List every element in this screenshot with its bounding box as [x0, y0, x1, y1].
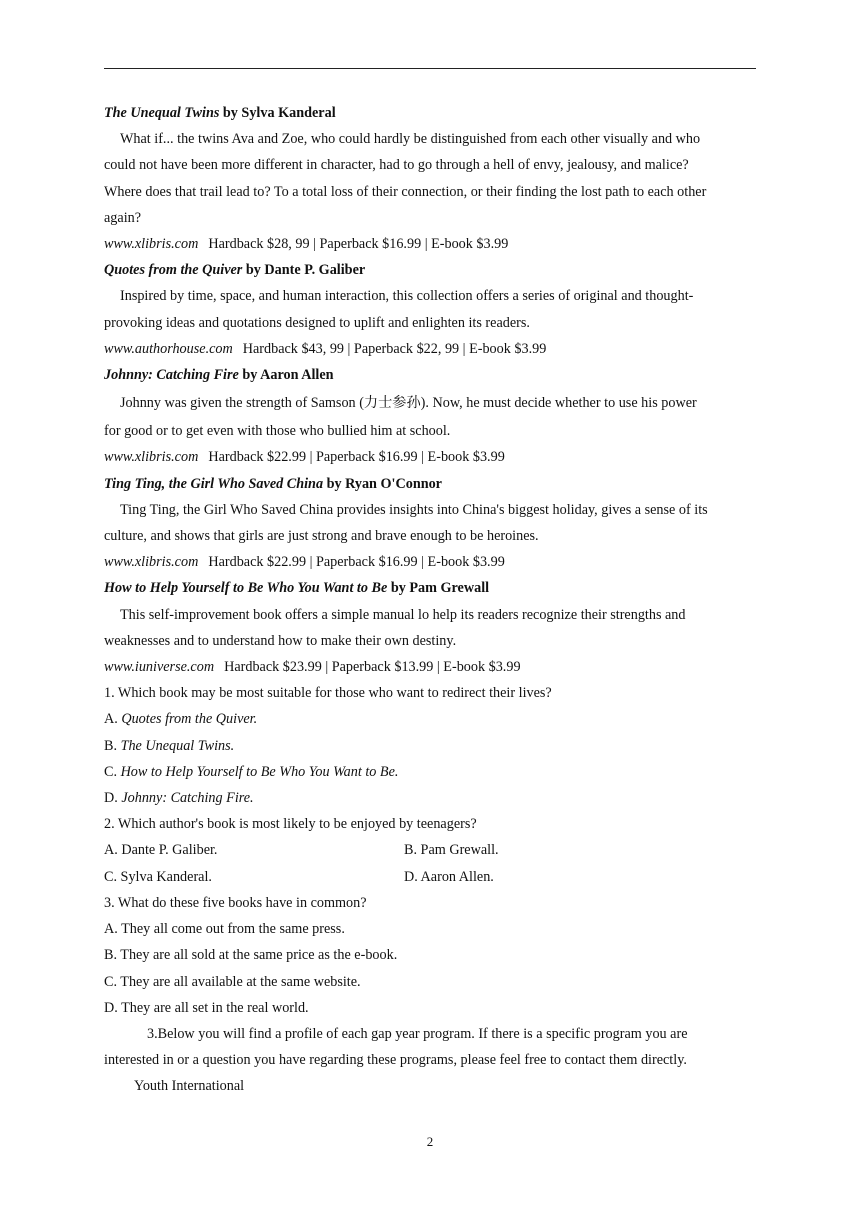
answer-option: D. They are all set in the real world. [104, 999, 309, 1016]
answer-option [104, 785, 756, 811]
book-description-line: Johnny was given the strength of Samson (力士参孙). Now, he must decide whether to use his power [120, 395, 697, 412]
book-prices: Hardback $22.99 | Paperback $16.99 | E-book $3.99 [208, 554, 505, 571]
answer-option: D. Aaron Allen. [404, 868, 494, 885]
book-entry [104, 257, 756, 362]
book-price-line [104, 549, 756, 575]
book-description-line: for good or to get even with those who bullied him at school. [104, 423, 451, 440]
book-title: How to Help Yourself to Be Who You Want to Be [104, 580, 388, 597]
question-stem: 2. Which author's book is most likely to be enjoyed by teenagers? [104, 816, 477, 833]
book-heading [104, 100, 756, 126]
option-letter: B. [104, 737, 121, 754]
book-description-line: again? [104, 209, 142, 226]
question-stem: 1. Which book may be most suitable for those who want to redirect their lives? [104, 685, 552, 702]
option-text: How to Help Yourself to Be Who You Want to Be. [120, 763, 399, 780]
book-title: Johnny: Catching Fire [104, 367, 239, 384]
book-description-line: This self-improvement book offers a simple manual lo help its readers recognize their strengths and [120, 606, 686, 623]
answer-option: A. Dante P. Galiber. [104, 842, 218, 859]
book-price-line [104, 231, 756, 257]
option-text: Quotes from the Quiver. [121, 711, 258, 728]
question-2 [104, 811, 756, 890]
book-price-line [104, 444, 756, 470]
book-author: by Dante P. Galiber [242, 262, 366, 279]
option-letter: D. [104, 790, 122, 807]
question-1 [104, 680, 756, 811]
book-description-line: culture, and shows that girls are just strong and brave enough to be heroines. [104, 528, 539, 545]
book-entry [104, 575, 756, 680]
book-prices: Hardback $23.99 | Paperback $13.99 | E-book $3.99 [224, 659, 521, 676]
book-author: by Sylva Kanderal [219, 105, 336, 121]
book-description-line: provoking ideas and quotations designed to uplift and enlighten its readers. [104, 314, 530, 331]
answer-option: A. They all come out from the same press. [104, 921, 345, 938]
book-entry [104, 362, 756, 471]
book-description-line: could not have been more different in character, had to go through a hell of envy, jealousy, and malice? [104, 157, 689, 174]
book-author: by Ryan O'Connor [323, 475, 442, 492]
book-description-line: Ting Ting, the Girl Who Saved China provides insights into China's biggest holiday, gives a sense of its [120, 501, 708, 518]
answer-option: B. Pam Grewall. [404, 842, 499, 859]
answer-row [104, 837, 756, 863]
answer-row [104, 864, 756, 890]
book-website: www.xlibris.com [104, 236, 199, 253]
answer-option: B. They are all sold at the same price as the e-book. [104, 947, 398, 964]
option-letter: C. [104, 763, 121, 780]
answer-option [104, 733, 756, 759]
answer-option: C. Sylva Kanderal. [104, 868, 212, 885]
answer-option [104, 706, 756, 732]
option-letter: A. [104, 711, 122, 728]
book-description-line: Where does that trail lead to? To a total loss of their connection, or their finding the lost path to each other [104, 183, 707, 200]
option-text: Johnny: Catching Fire. [121, 790, 254, 807]
book-heading [104, 362, 756, 388]
header-rule [104, 68, 756, 69]
book-title: Quotes from the Quiver [104, 262, 243, 279]
answer-option: C. They are all available at the same website. [104, 973, 361, 990]
book-website: www.xlibris.com [104, 554, 199, 571]
book-heading [104, 471, 756, 497]
page-number: 2 [426, 1134, 434, 1149]
book-price-line [104, 336, 756, 362]
book-price-line [104, 654, 756, 680]
question-3 [104, 890, 756, 1021]
book-heading [104, 257, 756, 283]
program-name: Youth International [134, 1078, 245, 1095]
book-heading [104, 575, 756, 601]
book-author: by Pam Grewall [387, 580, 490, 597]
book-description-line: What if... the twins Ava and Zoe, who could hardly be distinguished from each other visually and who [120, 131, 701, 148]
book-title: Ting Ting, the Girl Who Saved China [104, 475, 324, 492]
book-title: The Unequal Twins [104, 105, 220, 121]
book-description-line: Inspired by time, space, and human interaction, this collection offers a series of original and thought- [120, 288, 694, 305]
passage-intro-line: 3.Below you will find a profile of each gap year program. If there is a specific program you are [147, 1025, 688, 1042]
answer-option [104, 759, 756, 785]
book-website: www.authorhouse.com [104, 340, 233, 357]
book-entry [104, 471, 756, 576]
next-passage [104, 1021, 756, 1100]
page-content [104, 100, 756, 1100]
question-stem: 3. What do these five books have in common? [104, 894, 367, 911]
book-prices: Hardback $28, 99 | Paperback $16.99 | E-book $3.99 [208, 236, 509, 253]
book-prices: Hardback $22.99 | Paperback $16.99 | E-book $3.99 [208, 449, 505, 466]
book-website: www.xlibris.com [104, 449, 199, 466]
option-text: The Unequal Twins. [120, 737, 235, 754]
book-author: by Aaron Allen [238, 367, 334, 384]
book-website: www.iuniverse.com [104, 659, 215, 676]
passage-intro-line: interested in or a question you have regarding these programs, please feel free to contact them directly. [104, 1052, 687, 1069]
book-description-line: weaknesses and to understand how to make their own destiny. [104, 632, 457, 649]
book-entry [104, 100, 756, 257]
book-prices: Hardback $43, 99 | Paperback $22, 99 | E-book $3.99 [242, 340, 547, 357]
